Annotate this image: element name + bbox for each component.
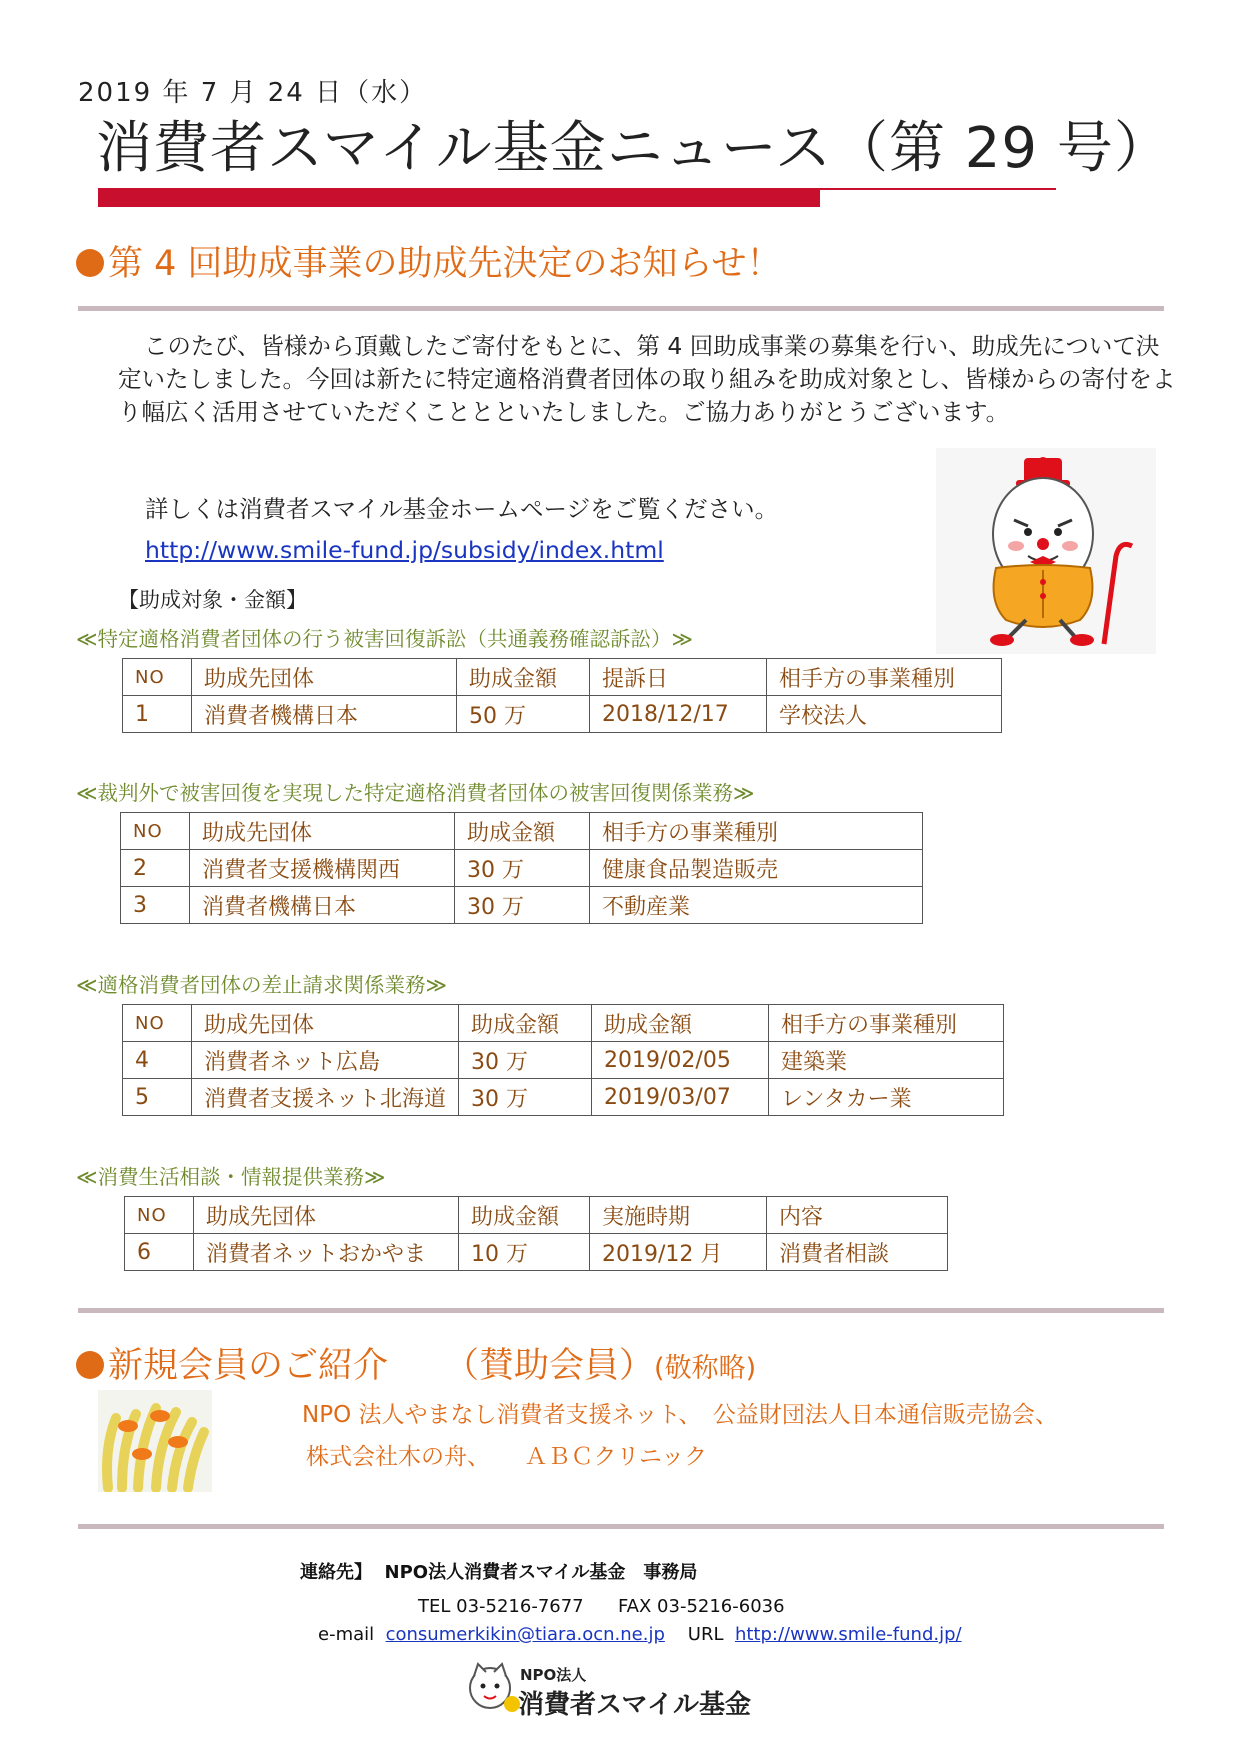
table-cell: 4 <box>123 1042 192 1079</box>
table-cell: 不動産業 <box>590 887 923 924</box>
section2-heading-text: 新規会員のご紹介 <box>108 1346 389 1386</box>
table-cell: 2019/03/07 <box>592 1079 769 1116</box>
table-header-row <box>123 659 1002 696</box>
fax-text: FAX 03-5216-6036 <box>617 1596 785 1617</box>
table-header-cell: 助成先団体 <box>192 1005 459 1042</box>
grant-table-3 <box>122 1004 1004 1116</box>
table-header-cell: 助成金額 <box>459 1005 592 1042</box>
table-header-cell: 助成金額 <box>455 813 590 850</box>
table-header-cell: 助成金額 <box>457 659 590 696</box>
table-header-cell: 相手方の事業種別 <box>769 1005 1004 1042</box>
table-cell: 建築業 <box>769 1042 1004 1079</box>
tel-text: TEL 03-5216-7677 <box>418 1596 584 1617</box>
divider <box>78 1524 1164 1529</box>
table-header-row <box>123 1005 1004 1042</box>
url-link[interactable]: http://www.smile-fund.jp/ <box>734 1624 962 1645</box>
table-cell: 学校法人 <box>767 696 1002 733</box>
table-header-cell: 相手方の事業種別 <box>590 813 923 850</box>
table-header-cell: NO <box>121 813 190 850</box>
intro-paragraph: このたび、皆様から頂戴したご寄付をもとに、第 4 回助成事業の募集を行い、助成先について決定いたしました。今回は新たに特定適格消費者団体の取り組みを助成対象とし、皆様からの寄付をより幅広く活用させていただくこととといたしました。ご協力ありがとうございます。 <box>118 332 1176 426</box>
category-heading-3: ≪適格消費者団体の差止請求関係業務≫ <box>76 973 447 997</box>
table-header-row <box>121 813 923 850</box>
members-line-2: 株式会社木の舟、 ＡＢＣクリニック <box>306 1444 708 1470</box>
table-header-cell: 助成金額 <box>459 1197 590 1234</box>
section2-subheading: （賛助会員） <box>444 1346 655 1386</box>
table-cell: 50 万 <box>457 696 590 733</box>
table-cell: 消費者ネット広島 <box>192 1042 459 1079</box>
category-heading-1: ≪特定適格消費者団体の行う被害回復訴訟（共通義務確認訴訟）≫ <box>76 627 693 651</box>
contact-heading <box>300 1558 697 1584</box>
table-row <box>123 1042 1004 1079</box>
table-cell: 2 <box>121 850 190 887</box>
grant-table-1 <box>122 658 1002 733</box>
table-header-cell: 助成先団体 <box>190 813 455 850</box>
table-header-cell: 提訴日 <box>590 659 767 696</box>
table-cell: 30 万 <box>459 1079 592 1116</box>
mascot-illustration <box>936 448 1156 654</box>
contact-phone-line <box>418 1596 785 1617</box>
section2-heading <box>76 1338 756 1388</box>
table-header-cell: 内容 <box>767 1197 948 1234</box>
table-header-cell: 助成先団体 <box>194 1197 459 1234</box>
table-header-cell: 助成金額 <box>592 1005 769 1042</box>
bullet-dot-icon <box>76 249 104 277</box>
table-cell: 消費者機構日本 <box>192 696 457 733</box>
table-cell: 消費者機構日本 <box>190 887 455 924</box>
section2-honorific: (敬称略) <box>654 1353 757 1384</box>
table-cell: 30 万 <box>459 1042 592 1079</box>
grant-table-4 <box>124 1196 948 1271</box>
title-red-bar <box>98 190 820 207</box>
contact-label: 連絡先】 <box>300 1562 372 1583</box>
table-header-cell: 助成先団体 <box>192 659 457 696</box>
table-row <box>121 887 923 924</box>
table-header-cell: NO <box>123 659 192 696</box>
table-row <box>121 850 923 887</box>
table-cell: 5 <box>123 1079 192 1116</box>
table-row <box>125 1234 948 1271</box>
divider <box>78 1308 1164 1313</box>
detail-text: 詳しくは消費者スマイル基金ホームページをご覧ください。 <box>145 495 779 523</box>
table-cell: 消費者ネットおかやま <box>194 1234 459 1271</box>
table-cell: 消費者支援ネット北海道 <box>192 1079 459 1116</box>
clownfish-anemone-icon <box>98 1390 212 1492</box>
logo-mascot <box>462 1658 522 1718</box>
fish-illustration <box>98 1390 212 1492</box>
table-cell: 消費者相談 <box>767 1234 948 1271</box>
table-row <box>123 696 1002 733</box>
issue-date: 2019 年 7 月 24 日（水） <box>78 78 428 108</box>
table-header-cell: NO <box>125 1197 194 1234</box>
table-cell: 30 万 <box>455 887 590 924</box>
members-line-1: NPO 法人やまなし消費者支援ネット、 公益財団法人日本通信販売協会、 <box>302 1402 1058 1428</box>
logo-main-text: 消費者スマイル基金 <box>518 1690 751 1720</box>
table-cell: 6 <box>125 1234 194 1271</box>
table-cell: 2019/12 月 <box>590 1234 767 1271</box>
table-header-row <box>125 1197 948 1234</box>
section1-heading <box>76 236 781 286</box>
contact-org: NPO法人消費者スマイル基金 事務局 <box>384 1562 698 1583</box>
table-cell: 2019/02/05 <box>592 1042 769 1079</box>
table-cell: 消費者支援機構関西 <box>190 850 455 887</box>
table-header-cell: 実施時期 <box>590 1197 767 1234</box>
category-heading-4: ≪消費生活相談・情報提供業務≫ <box>76 1165 386 1189</box>
table-cell: 1 <box>123 696 192 733</box>
url-label: URL <box>687 1624 724 1645</box>
logo-small-text: NPO法人 <box>520 1666 587 1684</box>
email-link[interactable]: consumerkikin@tiara.ocn.ne.jp <box>385 1624 665 1645</box>
table-cell: 2018/12/17 <box>590 696 767 733</box>
table-header-cell: 相手方の事業種別 <box>767 659 1002 696</box>
email-label: e-mail <box>318 1624 375 1645</box>
table-cell: 30 万 <box>455 850 590 887</box>
subsidy-link[interactable]: http://www.smile-fund.jp/subsidy/index.html <box>145 536 664 564</box>
cat-mascot-icon <box>462 1658 522 1718</box>
table-header-cell: NO <box>123 1005 192 1042</box>
target-amount-label: 【助成対象・金額】 <box>118 588 307 612</box>
table-cell: 10 万 <box>459 1234 590 1271</box>
table-cell: 3 <box>121 887 190 924</box>
bullet-dot-icon <box>76 1351 104 1379</box>
egg-mascot-icon <box>936 448 1156 654</box>
category-heading-2: ≪裁判外で被害回復を実現した特定適格消費者団体の被害回復関係業務≫ <box>76 781 755 805</box>
grant-table-2 <box>120 812 923 924</box>
table-cell: 健康食品製造販売 <box>590 850 923 887</box>
divider <box>78 306 1164 311</box>
table-row <box>123 1079 1004 1116</box>
table-cell: レンタカー業 <box>769 1079 1004 1116</box>
contact-web-line <box>318 1624 962 1645</box>
section1-heading-text: 第 4 回助成事業の助成先決定のお知らせ！ <box>108 244 782 284</box>
page-title: 消費者スマイル基金ニュース（第 29 号） <box>96 116 1171 181</box>
